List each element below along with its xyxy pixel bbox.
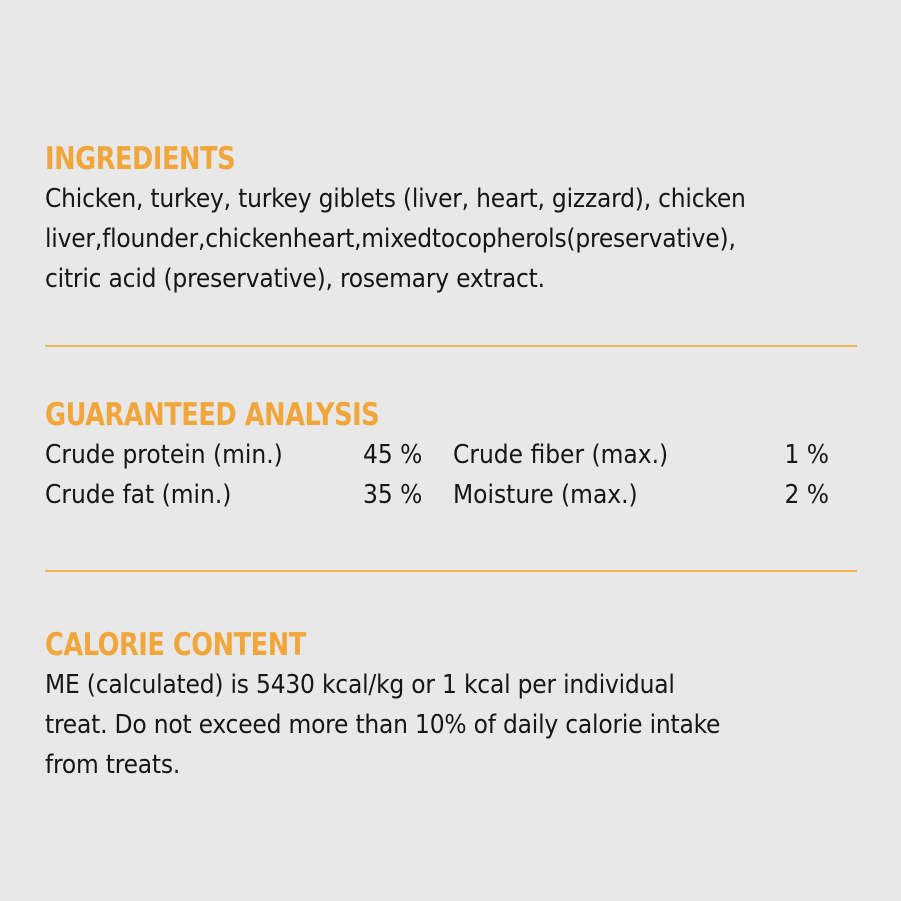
calorie-content-section bbox=[45, 625, 857, 785]
ingredients-line: citric acid (preservative), rosemary extract. bbox=[45, 264, 545, 294]
ingredients-section bbox=[45, 139, 857, 299]
section-divider bbox=[45, 570, 857, 572]
guaranteed-analysis-heading: GUARANTEED ANALYSIS bbox=[45, 397, 380, 433]
nutrient-value: 45 % bbox=[363, 440, 423, 470]
calorie-line: from treats. bbox=[45, 750, 181, 780]
nutrition-info-panel bbox=[45, 0, 857, 901]
analysis-table bbox=[45, 435, 857, 515]
analysis-row bbox=[45, 475, 857, 515]
nutrient-label: Crude fiber (max.) bbox=[453, 440, 669, 470]
nutrient-value: 1 % bbox=[784, 440, 829, 470]
ingredients-heading: INGREDIENTS bbox=[45, 141, 236, 177]
nutrient-label: Crude protein (min.) bbox=[45, 440, 283, 470]
ingredients-line: Chicken, turkey, turkey giblets (liver, heart, gizzard), chicken bbox=[45, 184, 746, 214]
ingredients-line: liver,flounder,chickenheart,mixedtocopherols(preservative), bbox=[45, 224, 736, 254]
section-divider bbox=[45, 345, 857, 347]
analysis-row bbox=[45, 435, 857, 475]
ingredients-text bbox=[45, 179, 857, 299]
calorie-line: ME (calculated) is 5430 kcal/kg or 1 kcal per individual bbox=[45, 670, 675, 700]
calorie-line: treat. Do not exceed more than 10% of daily calorie intake bbox=[45, 710, 721, 740]
calorie-content-heading: CALORIE CONTENT bbox=[45, 627, 306, 663]
nutrient-label: Crude fat (min.) bbox=[45, 480, 232, 510]
nutrient-value: 35 % bbox=[363, 480, 423, 510]
nutrient-label: Moisture (max.) bbox=[453, 480, 638, 510]
nutrient-value: 2 % bbox=[784, 480, 829, 510]
calorie-content-text bbox=[45, 665, 857, 785]
guaranteed-analysis-section bbox=[45, 395, 857, 515]
